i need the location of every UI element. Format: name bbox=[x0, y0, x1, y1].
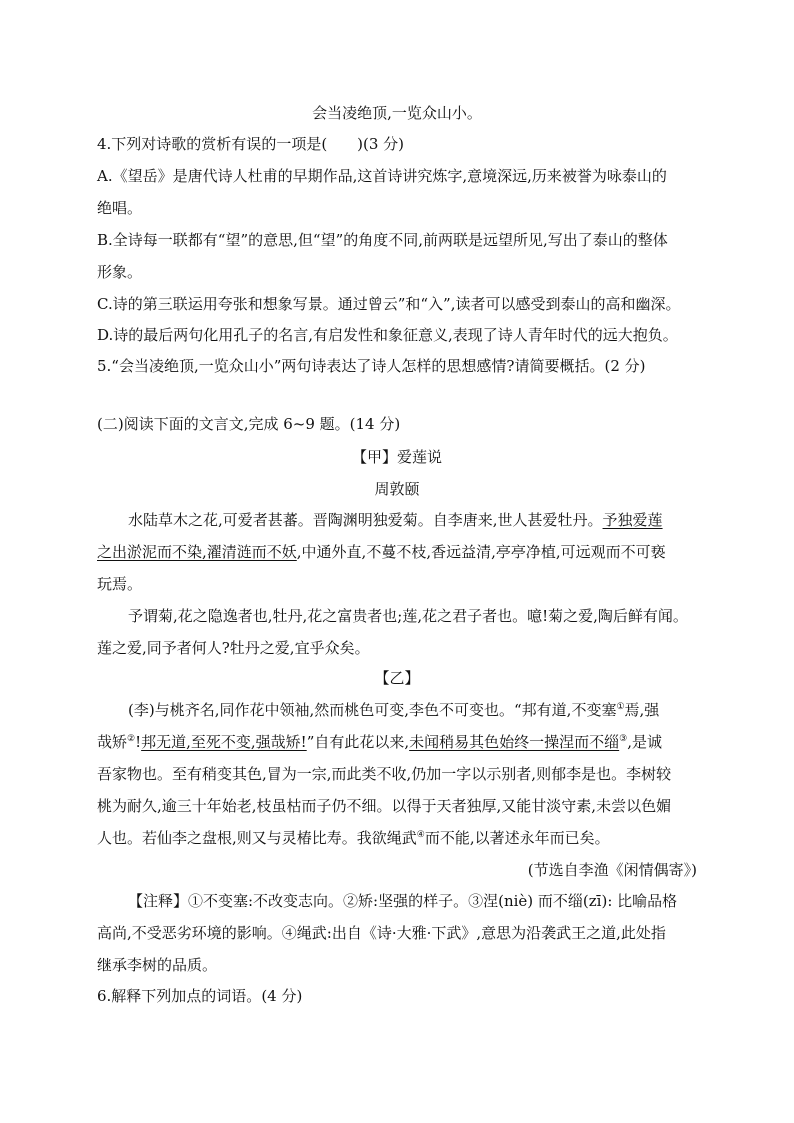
footnote-marker-4: ④ bbox=[416, 830, 425, 840]
jia-para2-line2: 莲之爱,同予者何人?牡丹之爱,宜乎众矣。 bbox=[97, 639, 370, 657]
jia-para2-line1: 予谓菊,花之隐逸者也,牡丹,花之富贵者也;莲,花之君子者也。噫!菊之爱,陶后鲜有闻。 bbox=[128, 607, 688, 625]
notes-line3: 继承李树的品质。 bbox=[97, 956, 218, 974]
jia-para1-line2 bbox=[97, 542, 666, 562]
option-d: D.诗的最后两句化用孔子的名言,有启发性和象征意义,表现了诗人青年时代的远大抱负。 bbox=[97, 326, 678, 344]
jia-para1-line2-text: ,中通外直,不蔓不枝,香远益清,亭亭净植,可远观而不可亵 bbox=[296, 543, 666, 561]
yi-underlined-quote: 邦无道,至死不变,强哉矫! bbox=[141, 733, 307, 751]
jia-underlined-sentence-part2: 之出淤泥而不染,濯清涟而不妖 bbox=[97, 543, 297, 561]
section-2-intro: (二)阅读下面的文言文,完成 6~9 题。(14 分) bbox=[97, 415, 401, 433]
yi-line2 bbox=[97, 732, 662, 752]
text-jia-title: 【甲】爱莲说 bbox=[351, 448, 442, 466]
poem-last-line: 会当凌绝顶,一览众山小。 bbox=[312, 104, 482, 122]
yi-line2-mid: ”自有此花以来, bbox=[306, 733, 410, 751]
yi-line5 bbox=[97, 828, 610, 848]
jia-para1-line1-text: 水陆草木之花,可爱者甚蕃。晋陶渊明独爱菊。自李唐来,世人甚爱牡丹。 bbox=[128, 511, 603, 529]
yi-line2-mark: ! bbox=[135, 733, 142, 751]
jia-para1-line1 bbox=[128, 510, 663, 530]
yi-line3: 吾家物也。至有稍变其色,冒为一宗,而此类不收,仍加一字以示别者,则郁李是也。李树较 bbox=[97, 765, 672, 783]
yi-line5-tail: 而不能,以著述永年而已矣。 bbox=[424, 829, 610, 847]
question-5: 5.“会当凌绝顶,一览众山小”两句诗表达了诗人怎样的思想感情?请简要概括。(2 分) bbox=[97, 357, 646, 375]
question-4-stem: 4.下列对诗歌的赏析有误的一项是( )(3 分) bbox=[97, 135, 405, 153]
option-a-line-2: 绝唱。 bbox=[97, 199, 143, 217]
yi-line5-text: 人也。若仙李之盘根,则又与灵椿比寿。我欲绳武 bbox=[97, 829, 417, 847]
footnote-marker-2: ② bbox=[127, 734, 136, 744]
jia-para1-line3: 玩焉。 bbox=[97, 575, 143, 593]
notes-line2: 高尚,不受恶劣环境的影响。④绳武:出自《诗·大雅·下武》,意思为沿袭武王之道,此处指 bbox=[97, 924, 666, 942]
yi-line4: 桃为耐久,逾三十年始老,枝虽枯而子仍不细。以得于天者独厚,又能甘淡守素,未尝以色媚 bbox=[97, 797, 672, 815]
footnote-marker-1: ① bbox=[616, 702, 625, 712]
yi-line2-head: 哉矫 bbox=[97, 733, 128, 751]
yi-line1-tail: 焉,强 bbox=[624, 701, 660, 719]
yi-line1-text: (李)与桃齐名,同作花中领袖,然而桃色可变,李色不可变也。“邦有道,不变塞 bbox=[128, 701, 617, 719]
option-a-line-1: A.《望岳》是唐代诗人杜甫的早期作品,这首诗讲究炼字,意境深远,历来被誉为咏泰山的 bbox=[97, 167, 667, 185]
jia-underlined-sentence-part1: 予独爱莲 bbox=[602, 511, 663, 529]
notes-line1: 【注释】①不变塞:不改变志向。②矫:坚强的样子。③涅(niè) 而不缁(zī): 比喻品格 bbox=[128, 892, 678, 910]
question-6: 6.解释下列加点的词语。(4 分) bbox=[97, 987, 303, 1005]
source-attribution: (节选自李渔《闲情偶寄》) bbox=[527, 861, 697, 879]
yi-line2-tail: ,是诚 bbox=[627, 733, 663, 751]
option-c: C.诗的第三联运用夸张和想象写景。通过曾云”和“入”,读者可以感受到泰山的高和幽深。 bbox=[97, 295, 681, 313]
option-b-line-2: 形象。 bbox=[97, 263, 143, 281]
text-yi-title: 【乙】 bbox=[374, 669, 420, 687]
option-b-line-1: B.全诗每一联都有“望”的意思,但“望”的角度不同,前两联是远望所见,写出了泰山的整体 bbox=[97, 231, 668, 249]
yi-underlined-sentence: 未闻稍易其色始终一操涅而不缁 bbox=[409, 733, 620, 751]
yi-line1 bbox=[128, 700, 659, 720]
text-jia-author: 周敦颐 bbox=[374, 480, 420, 498]
footnote-marker-3: ③ bbox=[619, 734, 628, 744]
